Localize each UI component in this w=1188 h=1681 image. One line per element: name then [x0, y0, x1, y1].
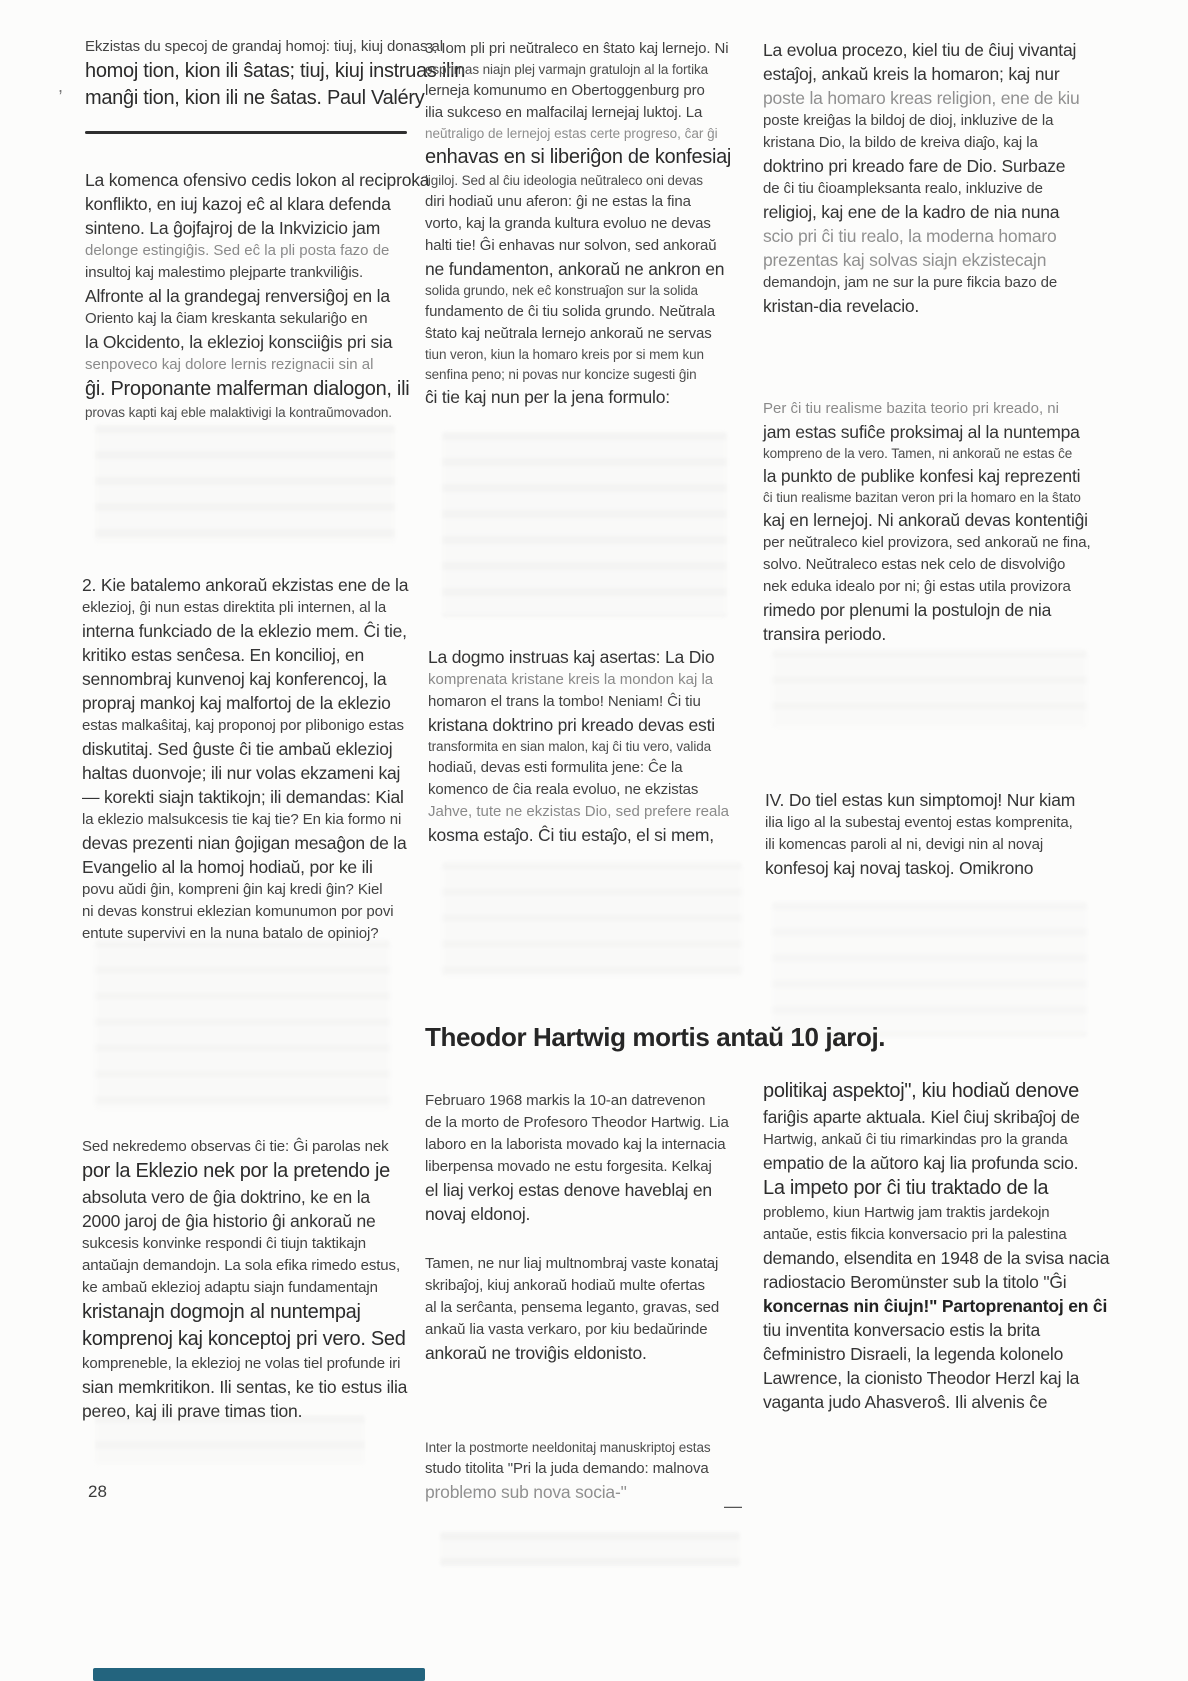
text-line: Jahve, tute ne ekzistas Dio, sed prefere reala	[428, 803, 729, 820]
text-line: empatio de la aŭtoro kaj lia profunda scio.	[763, 1153, 1079, 1173]
text-line: Hartwig, ankaŭ ĉi tiu rimarkindas pro la granda	[763, 1131, 1068, 1148]
text-line: fundamento de ĉi tiu solida grundo. Neŭtrala	[425, 303, 715, 320]
text-line: senfina peno; ni povas nur koncize sugesti ĝin	[425, 367, 697, 382]
text-line: problemo sub nova socia-"	[425, 1482, 627, 1502]
text-line: delonge estingiĝis. Sed eĉ la pli posta fazo de	[85, 242, 390, 259]
text-line: transira periodo.	[763, 624, 887, 644]
text-line: kaj en lernejoj. Ni ankoraŭ devas kontentiĝi	[763, 510, 1088, 530]
text-line: diri hodiaŭ unu aferon: ĝi ne estas la fina	[425, 193, 691, 210]
text-line: de la morto de Profesoro Theodor Hartwig. Lia	[425, 1114, 729, 1131]
text-line: homaron el trans la tombo! Neniam! Ĉi tiu	[428, 693, 701, 710]
text-line: lerneja komunumo en Obertoggenburg pro	[425, 82, 705, 99]
text-line: senpoveco kaj dolore lernis rezignacii sin al	[85, 356, 374, 373]
text-line: ili komencas paroli al ni, devigi nin al novaj	[765, 836, 1044, 853]
paragraph-2-internal-criticism	[82, 573, 422, 945]
text-line: ni devas konstrui eklezian komunumon por povi	[82, 903, 394, 920]
text-line: Sed nekredemo observas ĉi tie: Ĝi parolas nek	[82, 1138, 389, 1155]
divider-rule	[85, 131, 407, 134]
text-line: IV. Do tiel estas kun simptomoj! Nur kiam	[765, 790, 1076, 810]
text-line: al la serĉanta, pensema leganto, gravas, sed	[425, 1299, 720, 1316]
text-line: konflikto, en iuj kazoj eĉ al klara defenda	[85, 194, 391, 214]
text-line: kristan-dia revelacio.	[763, 296, 920, 316]
text-line: poste kreiĝas la bildoj de dioj, inkluzive de la	[763, 112, 1054, 129]
paragraph-unbelief-observes	[82, 1136, 422, 1423]
text-line: studo titolita "Pri la juda demando: malnova	[425, 1460, 709, 1477]
text-line: kristana Dio, la bildo de kreiva diaĵo, kaj la	[763, 134, 1038, 151]
text-line: fariĝis aparte aktuala. Kiel ĉiuj skribaĵoj de	[763, 1107, 1080, 1127]
text-line: povu aŭdi ĝin, kompreni ĝin kaj kredi ĝin? Kiel	[82, 881, 383, 898]
text-line: ilia sukceso en malfacilaj lernejaj luktoj. La	[425, 104, 703, 121]
text-line: sukcesis konvinke respondi ĉi tiujn taktikajn	[82, 1235, 366, 1252]
paragraph-posthumous-manuscripts	[425, 1438, 775, 1504]
paragraph-dogma-teaches	[428, 645, 773, 847]
text-line: transformita en sian malon, kaj ĉi tiu vero, valida	[428, 739, 712, 754]
scan-artifact	[95, 940, 390, 1110]
paragraph-3-neutrality	[425, 38, 765, 409]
text-line: neŭtraligo de lernejoj estas certe progreso, ĉar ĝi	[425, 126, 718, 141]
text-line: insultoj kaj malestimo plejparte trankviliĝis.	[85, 264, 364, 281]
text-line: komenco de ĉia reala evoluo, ne ekzistas	[428, 781, 699, 798]
text-line: jam estas sufiĉe proksimaj al la nuntempa	[763, 422, 1080, 442]
text-line: diskutitaj. Sed ĝuste ĉi tie ambaŭ eklezioj	[82, 739, 393, 759]
text-line: tiun veron, kiun la homaro kreis por si mem kun	[425, 347, 704, 362]
text-line: ĉi tiun realisme bazitan veron pri la homaro en la ŝtato	[763, 490, 1081, 505]
text-line: vorto, kaj la granda kultura evoluo ne devas	[425, 215, 711, 232]
paragraph-evolua-procezo	[763, 38, 1113, 318]
text-line: ankaŭ lia vasta verkaro, por kiu bedaŭrinde	[425, 1321, 708, 1338]
continuation-dash: —	[724, 1496, 742, 1516]
text-line: haltas duonvoje; ili nur volas ekzameni kaj	[82, 763, 401, 783]
text-line: la Okcidento, la eklezioj konsciiĝis pri sia	[85, 332, 393, 352]
text-line: doktrino pri kreado fare de Dio. Surbaze	[763, 156, 1066, 176]
paragraph-tamen-writings	[425, 1253, 765, 1365]
text-line: 3. Iom pli pri neŭtraleco en ŝtato kaj lernejo. Ni	[425, 40, 729, 57]
scan-stray-mark: ,	[58, 76, 64, 96]
text-line: kompreno de la vero. Tamen, ni ankoraŭ ne estas ĉe	[763, 446, 1073, 461]
scan-artifact	[772, 650, 1087, 728]
text-line: halti tie! Ĝi enhavas nur solvon, sed ankoraŭ	[425, 237, 717, 254]
scan-artifact	[442, 432, 727, 617]
text-line: rimedo por plenumi la postulojn de nia	[763, 600, 1052, 620]
text-line: kritiko estas senĉesa. En koncilioj, en	[82, 645, 365, 665]
text-line: ĉi tie kaj nun per la jena formulo:	[425, 387, 670, 407]
text-line: tiu inventita konversacio estis la brita	[763, 1320, 1040, 1340]
text-line: devas prezenti nian ĝojigan mesaĝon de la	[82, 833, 407, 853]
text-line: Evangelio al la homoj hodiaŭ, por ke ili	[82, 857, 373, 877]
text-line: problemo, kiun Hartwig jam traktis jardekojn	[763, 1204, 1050, 1221]
text-line: por la Eklezio nek por la pretendo je	[82, 1160, 390, 1182]
text-line: ĉefministro Disraeli, la legenda kolonelo	[763, 1344, 1064, 1364]
text-line: novaj eldonoj.	[425, 1204, 531, 1224]
text-line: 2. Kie batalemo ankoraŭ ekzistas ene de la	[82, 575, 409, 595]
text-line: kristana doktrino pri kreado devas esti	[428, 715, 715, 735]
text-line: kosma estaĵo. Ĉi tiu estaĵo, el si mem,	[428, 825, 714, 845]
text-line: 2000 jaroj de ĝia historio ĝi ankoraŭ ne	[82, 1211, 376, 1231]
text-line: estaĵoj, ankaŭ kreis la homaron; kaj nur	[763, 64, 1060, 84]
text-line: ke ambaŭ eklezioj adaptu siajn fundamentajn	[82, 1279, 378, 1296]
text-line: absoluta vero de ĝia doktrino, ke en la	[82, 1187, 370, 1207]
text-line: enhavas en si liberiĝon de konfesiaj	[425, 146, 732, 168]
text-line: antaŭajn demandojn. La sola efika rimedo estus,	[82, 1257, 401, 1274]
scan-artifact	[440, 1532, 740, 1566]
text-line: pereo, kaj ili prave timas tion.	[82, 1401, 303, 1421]
text-line: manĝi tion, kion ili ne ŝatas. Paul Valéry	[85, 87, 425, 109]
paragraph-politikaj-aspektoj	[763, 1078, 1118, 1414]
text-line: demando, elsendita en 1948 de la svisa nacia	[763, 1248, 1110, 1268]
text-line: konfesoj kaj novaj taskoj. Omikrono	[765, 858, 1034, 878]
text-line: Inter la postmorte neeldonitaj manuskriptoj estas	[425, 1440, 711, 1455]
text-line: — korekti siajn taktikojn; ili demandas: Kial	[82, 787, 404, 807]
text-line: sian memkritikon. Ili sentas, ke tio estus ilia	[82, 1377, 408, 1397]
paragraph-church-offensive	[85, 168, 430, 423]
text-line: estas malkaŝitaj, kaj proponoj por plibonigo estas	[82, 717, 404, 734]
scan-artifact	[95, 1415, 365, 1465]
paragraph-realisme-bazita	[763, 398, 1118, 646]
text-line: provas kapti kaj eble malaktivigi la kontraŭmovadon.	[85, 405, 392, 420]
text-line: per neŭtraleco kiel provizora, sed ankoraŭ ne fina,	[763, 534, 1091, 551]
text-line: vaganta judo Ahasveroŝ. Ili alvenis ĉe	[763, 1392, 1048, 1412]
text-line: ŝtato kaj neŭtrala lernejo ankoraŭ ne servas	[425, 325, 712, 342]
text-line: Per ĉi tiu realisme bazita teorio pri kreado, ni	[763, 400, 1059, 417]
text-line: Alfronte al la grandegaj renversiĝoj en la	[85, 286, 390, 306]
text-line: Ekzistas du specoj de grandaj homoj: tiuj, kiuj donas al	[85, 38, 443, 55]
scan-artifact	[442, 862, 742, 977]
article-headline: Theodor Hartwig mortis antaŭ 10 jaroj.	[425, 1022, 886, 1052]
text-line: esprimas niajn plej varmajn gratulojn al la fortika	[425, 62, 709, 77]
text-line: Tamen, ne nur liaj multnombraj vaste konataj	[425, 1255, 719, 1272]
text-line: ne fundamenton, ankoraŭ ne ankron en	[425, 259, 725, 279]
text-line: Lawrence, la cionisto Theodor Herzl kaj la	[763, 1368, 1080, 1388]
page-number: 28	[88, 1482, 107, 1501]
text-line: antaŭe, estis fikcia konversacio pri la palestina	[763, 1226, 1067, 1243]
text-line: solvo. Neŭtraleco estas nek celo de disvolviĝo	[763, 556, 1066, 573]
text-line: propraj mankoj kaj malfortoj de la eklezio	[82, 693, 391, 713]
text-line: koncernas nin ĉiujn!" Partoprenantoj en ĉi	[763, 1296, 1108, 1316]
paragraph-februaro-1968	[425, 1090, 765, 1226]
text-line: eklezioj, ĝi nun estas direktita pli internen, al la	[82, 599, 387, 616]
text-line: radiostacio Beromünster sub la titolo "Ĝi	[763, 1272, 1067, 1292]
text-line: religioj, kaj ene de la kadro de nia nuna	[763, 202, 1060, 222]
text-line: ilia ligo al la subestaj eventoj estas komprenita,	[765, 814, 1073, 831]
text-line: scio pri ĉi tiu realo, la moderna homaro	[763, 226, 1057, 246]
text-line: skribaĵoj, kiuj ankoraŭ hodiaŭ multe ofertas	[425, 1277, 705, 1294]
text-line: ĝi. Proponante malferman dialogon, ili	[85, 378, 410, 400]
scan-edge-strip	[93, 1668, 425, 1681]
text-line: la punkto de publike konfesi kaj reprezenti	[763, 466, 1081, 486]
text-line: el liaj verkoj estas denove haveblaj en	[425, 1180, 712, 1200]
text-line: politikaj aspektoj", kiu hodiaŭ denove	[763, 1080, 1079, 1102]
text-line: prezentas kaj solvas siajn ekzistecajn	[763, 250, 1047, 270]
text-line: demandojn, jam ne sur la pure fikcia bazo de	[763, 274, 1058, 291]
text-line: Februaro 1968 markis la 10-an datrevenon	[425, 1092, 706, 1109]
text-line: poste la homaro kreas religion, ene de kiu	[763, 88, 1080, 108]
text-line: La dogmo instruas kaj asertas: La Dio	[428, 647, 715, 667]
paragraph-iv-simptomoj	[765, 788, 1115, 880]
scan-artifact	[772, 902, 1087, 1037]
text-line: kristanajn dogmojn al nuntempaj	[82, 1301, 361, 1323]
text-line: liberpensa movado ne estu forgesita. Kelkaj	[425, 1158, 712, 1175]
text-line: Oriento kaj la ĉiam kreskanta sekulariĝo en	[85, 310, 368, 327]
text-line: laboro en la laborista movado kaj la internacia	[425, 1136, 726, 1153]
scan-artifact	[95, 425, 395, 543]
text-line: La komenca ofensivo cedis lokon al reciproka	[85, 170, 430, 190]
text-line: interna funkciado de la eklezio mem. Ĉi tie,	[82, 621, 407, 641]
text-line: de ĉi tiu ĉioampleksanta realo, inkluzive de	[763, 180, 1043, 197]
text-line: solida grundo, nek eĉ konstruaĵon sur la solida	[425, 283, 698, 298]
text-line: nek eduka idealo por ni; ĝi estas utila provizora	[763, 578, 1071, 595]
text-line: homoj tion, kion ili ŝatas; tiuj, kiuj instruas ilin	[85, 60, 466, 82]
text-line: La evolua procezo, kiel tiu de ĉiuj vivantaj	[763, 40, 1077, 60]
text-line: entute supervivi en la nuna batalo de opinioj?	[82, 925, 379, 942]
text-line: hodiaŭ, devas esti formulita jene: Ĉe la	[428, 759, 683, 776]
text-line: ankoraŭ ne troviĝis eldonisto.	[425, 1343, 647, 1363]
text-line: komprenoj kaj konceptoj pri vero. Sed	[82, 1328, 406, 1350]
text-line: kompreneble, la eklezioj ne volas tiel profunde iri	[82, 1355, 401, 1372]
text-line: komprenata kristane kreis la mondon kaj la	[428, 671, 714, 688]
text-line: ligiloj. Sed al ĉiu ideologia neŭtraleco oni devas	[425, 173, 703, 188]
epigraph-paul-valery	[85, 36, 466, 112]
text-line: sinteno. La ĝojfajroj de la Inkvizicio jam	[85, 218, 381, 238]
text-line: La impeto por ĉi tiu traktado de la	[763, 1177, 1049, 1199]
text-line: la eklezio malsukcesis tie kaj tie? En kia formo ni	[82, 811, 402, 828]
text-line: sennombraj kunvenoj kaj konferencoj, la	[82, 669, 387, 689]
